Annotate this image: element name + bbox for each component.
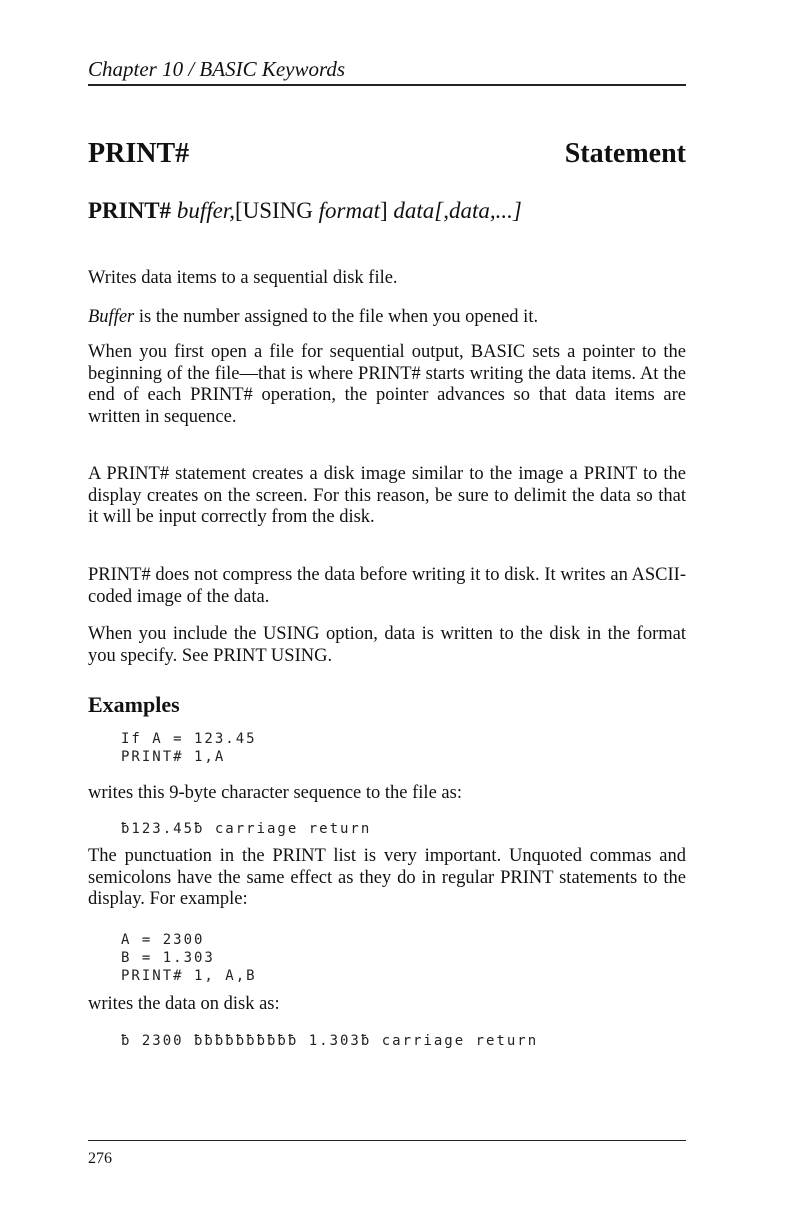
keyword-title: PRINT#: [88, 138, 190, 169]
syntax-bracket: ]: [380, 198, 394, 223]
buffer-term: Buffer: [88, 307, 135, 327]
syntax-using: [USING: [234, 198, 319, 223]
title-row: [88, 138, 686, 174]
example-2-explanation: writes the data on disk as:: [88, 994, 280, 1014]
code-output-2: ƀ 2300 ƀƀƀƀƀƀƀƀƀƀ 1.303ƀ carriage return: [121, 1033, 539, 1049]
syntax-buffer: buffer,: [176, 198, 235, 223]
syntax-format: format: [318, 198, 380, 223]
running-header: Chapter 10 / BASIC Keywords: [88, 57, 346, 81]
paragraph-buffer: [88, 307, 686, 329]
punctuation-paragraph: The punctuation in the PRINT list is very important. Unquoted commas and semicolons have the same effect as they do in regular PRINT statements to the display. For example:: [88, 846, 686, 909]
syntax-keyword: PRINT#: [88, 198, 172, 223]
page-number: 276: [88, 1150, 112, 1167]
header-rule: [88, 84, 686, 86]
syntax-line: [88, 196, 686, 226]
paragraph-compress: PRINT# does not compress the data before writing it to disk. It writes an ASCII-coded image of the data.: [88, 565, 686, 607]
paragraph-description: Writes data items to a sequential disk file.: [88, 268, 398, 288]
code-output-1: ƀ123.45ƀ carriage return: [121, 821, 372, 837]
paragraph-using: When you include the USING option, data is written to the disk in the format you specify. See PRINT USING.: [88, 624, 686, 666]
syntax-data: data[,data,...]: [393, 198, 522, 223]
paragraph-disk-image: A PRINT# statement creates a disk image similar to the image a PRINT to the display creates on the screen. For this reason, be sure to delimit the data so that it will be input correctly from the disk.: [88, 464, 686, 527]
keyword-category: Statement: [564, 138, 686, 169]
paragraph-pointer: When you first open a file for sequential output, BASIC sets a pointer to the beginning of the file—that is where PRINT# starts writing the data items. At the end of each PRINT# operation, the pointer advances so that data items are written in sequence.: [88, 342, 686, 427]
buffer-definition: is the number assigned to the file when you opened it.: [134, 307, 539, 327]
code-example-2: A = 2300 B = 1.303 PRINT# 1, A,B: [121, 932, 257, 984]
code-example-1: If A = 123.45 PRINT# 1,A: [121, 731, 257, 765]
examples-heading: Examples: [88, 692, 180, 717]
example-1-explanation: writes this 9-byte character sequence to the file as:: [88, 783, 462, 803]
footer-rule: [88, 1140, 686, 1141]
